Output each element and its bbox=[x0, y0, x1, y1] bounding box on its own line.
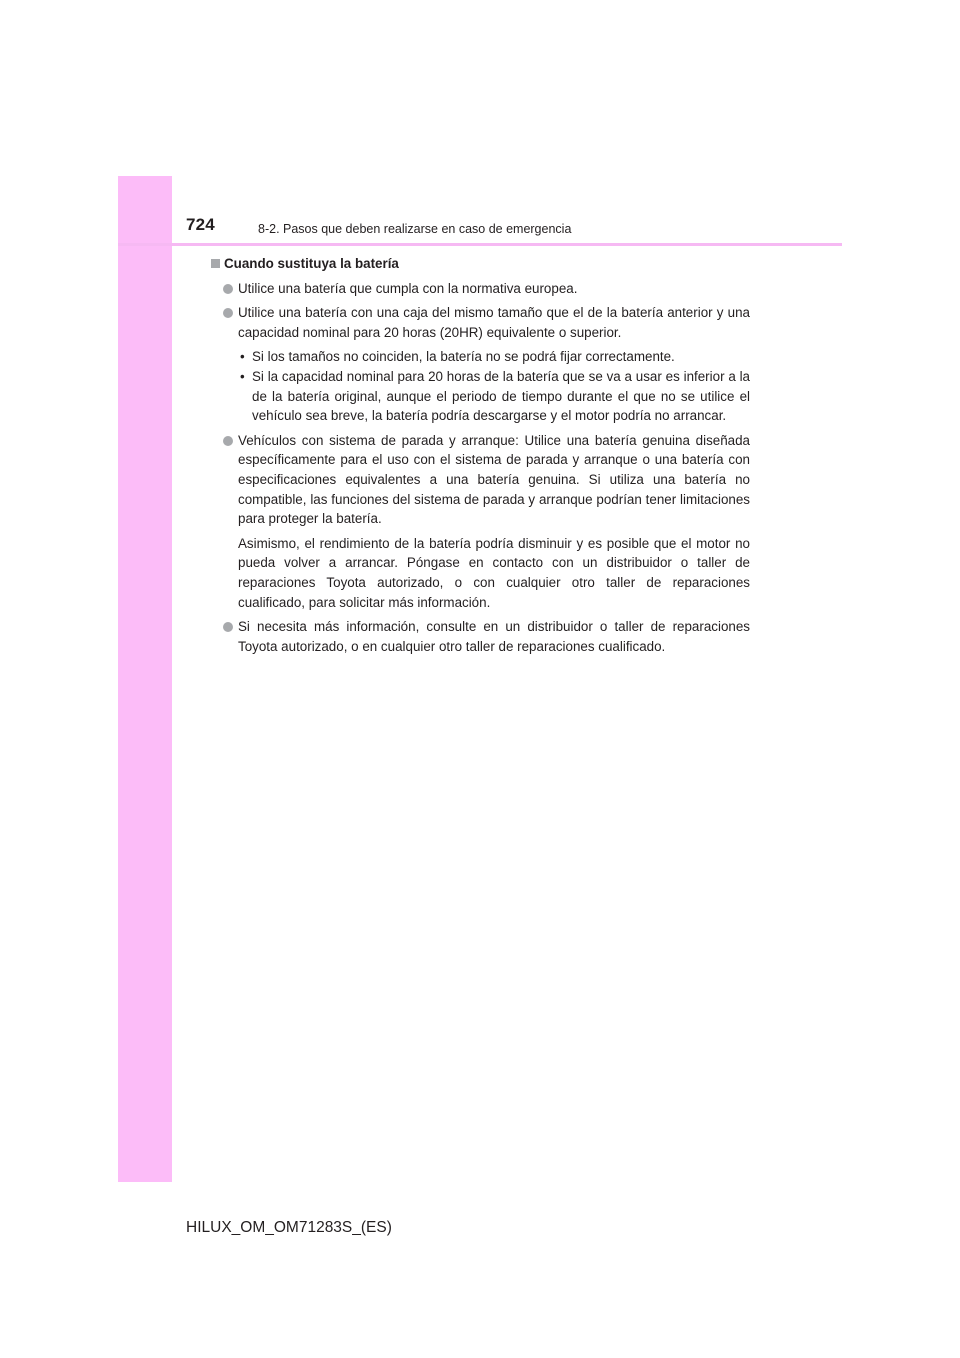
list-item bbox=[210, 617, 750, 656]
main-content bbox=[210, 254, 750, 661]
list-item-text: Vehículos con sistema de parada y arranque: Utilice una batería genuina diseñada específicamente para el uso con el sistema de parada y arranque o una batería con especificaciones equivalentes a una batería genuina. Si utiliza una batería no compatible, las funciones del sistema de parada y arranque podrían tener limitaciones para proteger la batería. bbox=[238, 432, 750, 527]
sub-list-item bbox=[238, 367, 750, 426]
dot-bullet-icon: • bbox=[240, 368, 245, 384]
list-item bbox=[210, 431, 750, 529]
square-bullet-icon bbox=[211, 259, 220, 268]
subsection-heading bbox=[210, 254, 750, 274]
chapter-color-band bbox=[118, 176, 172, 1182]
list-item-text: Utilice una batería con una caja del mismo tamaño que el de la batería anterior y una capacidad nominal para 20 horas (20HR) equivalente o superior. bbox=[238, 305, 750, 340]
document-code: HILUX_OM_OM71283S_(ES) bbox=[186, 1219, 392, 1236]
circle-bullet-icon bbox=[223, 622, 233, 632]
list-item-text: Si necesita más información, consulte en un distribuidor o taller de reparaciones Toyota autorizado, o en cualquier otro taller de reparaciones cualificado. bbox=[238, 619, 750, 654]
list-item bbox=[210, 279, 750, 299]
list-item bbox=[210, 303, 750, 342]
page-number: 724 bbox=[186, 215, 215, 234]
heading-text: Cuando sustituya la batería bbox=[224, 256, 399, 271]
sub-list-item-text: Si los tamaños no coinciden, la batería no se podrá fijar correctamente. bbox=[252, 349, 675, 365]
circle-bullet-icon bbox=[223, 308, 233, 318]
list-item-text: Utilice una batería que cumpla con la normativa europea. bbox=[238, 280, 578, 296]
sub-list bbox=[210, 347, 750, 425]
circle-bullet-icon bbox=[223, 436, 233, 446]
sub-list-item bbox=[238, 347, 750, 367]
header-rule bbox=[118, 243, 842, 246]
circle-bullet-icon bbox=[223, 284, 233, 294]
sub-list-item-text: Si la capacidad nominal para 20 horas de la batería que se va a usar es inferior a la de la batería original, aunque el periodo de tiempo durante el que no se utilice el vehículo sea breve, la batería podría descargarse y el motor podría no arrancar. bbox=[252, 368, 750, 424]
paragraph: Asimismo, el rendimiento de la batería podría disminuir y es posible que el motor no pueda volver a arrancar. Póngase en contacto con un distribuidor o taller de reparaciones Toyota autorizado, o con cualquier otro taller de reparaciones cualificado, para solicitar más información. bbox=[238, 535, 750, 610]
section-title: 8-2. Pasos que deben realizarse en caso de emergencia bbox=[258, 222, 572, 236]
dot-bullet-icon: • bbox=[240, 349, 245, 365]
